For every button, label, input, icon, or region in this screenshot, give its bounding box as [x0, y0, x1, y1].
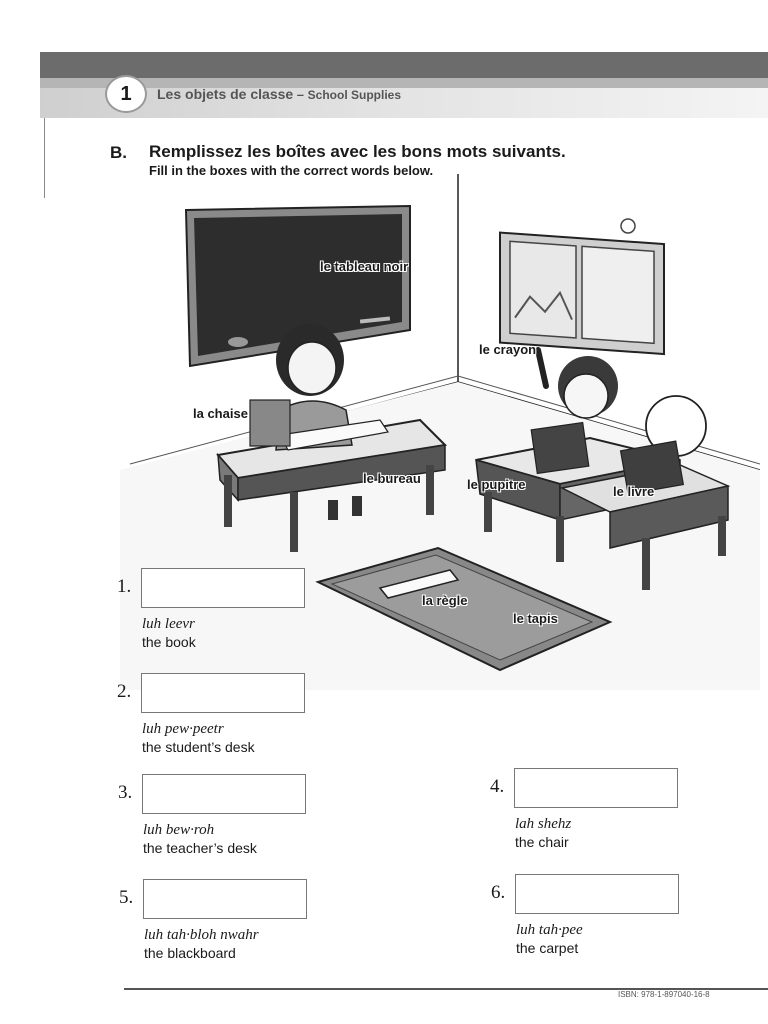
classroom-illustration — [120, 170, 760, 690]
footer-isbn: ISBN: 978-1-897040-16-8 — [618, 990, 710, 999]
exercise-pronunciation: luh bew·roh — [143, 822, 215, 838]
exercise-pronunciation: luh tah·pee — [516, 922, 583, 938]
exercise-meaning: the chair — [515, 834, 569, 850]
label-bureau: le bureau — [363, 471, 421, 486]
label-regle: la règle — [422, 593, 468, 608]
scan-edge — [44, 118, 45, 198]
unit-title-french: Les objets de classe — [157, 86, 294, 102]
answer-box-3[interactable] — [142, 774, 306, 814]
exercise-pronunciation: luh tah·bloh nwahr — [144, 927, 259, 943]
label-tableau-noir: le tableau noir — [320, 259, 409, 274]
answer-box-1[interactable] — [141, 568, 305, 608]
exercise-meaning: the teacher’s desk — [143, 840, 257, 856]
window — [500, 219, 664, 354]
label-chaise: la chaise — [193, 406, 248, 421]
unit-number-badge: 1 — [105, 75, 147, 113]
header-dark-strip — [40, 52, 768, 78]
header-mid-strip — [40, 78, 768, 88]
unit-title — [157, 86, 401, 102]
unit-title-english: School Supplies — [307, 88, 402, 102]
exercise-pronunciation: luh pew·peetr — [142, 721, 224, 737]
section-letter: B. — [110, 143, 127, 162]
label-crayon: le crayon — [479, 342, 537, 357]
exercise-meaning: the carpet — [516, 940, 579, 956]
instruction-english: Fill in the boxes with the correct words below. — [149, 163, 434, 178]
exercise-number: 2. — [117, 681, 132, 702]
classroom-drawing — [120, 170, 760, 690]
label-tapis: le tapis — [513, 611, 558, 626]
answer-box-6[interactable] — [515, 874, 679, 914]
label-livre: le livre — [613, 484, 655, 499]
exercise-meaning: the student’s desk — [142, 739, 255, 755]
exercise-meaning: the blackboard — [144, 945, 236, 961]
instruction-french: Remplissez les boîtes avec les bons mots suivants. — [149, 142, 566, 161]
exercise-number: 6. — [491, 882, 506, 903]
exercise-pronunciation: lah shehz — [515, 816, 572, 832]
exercise-number: 3. — [118, 782, 133, 803]
unit-title-separator: – — [293, 87, 308, 102]
exercise-number: 4. — [490, 776, 505, 797]
exercise-pronunciation: luh leevr — [142, 616, 195, 632]
unit-header-band — [40, 52, 768, 118]
answer-box-5[interactable] — [143, 879, 307, 919]
label-pupitre: le pupitre — [467, 477, 526, 492]
answer-box-4[interactable] — [514, 768, 678, 808]
header-fade-strip — [40, 88, 768, 118]
exercise-number: 5. — [119, 887, 134, 908]
exercise-number: 1. — [117, 576, 132, 597]
answer-box-2[interactable] — [141, 673, 305, 713]
exercise-meaning: the book — [142, 634, 196, 650]
